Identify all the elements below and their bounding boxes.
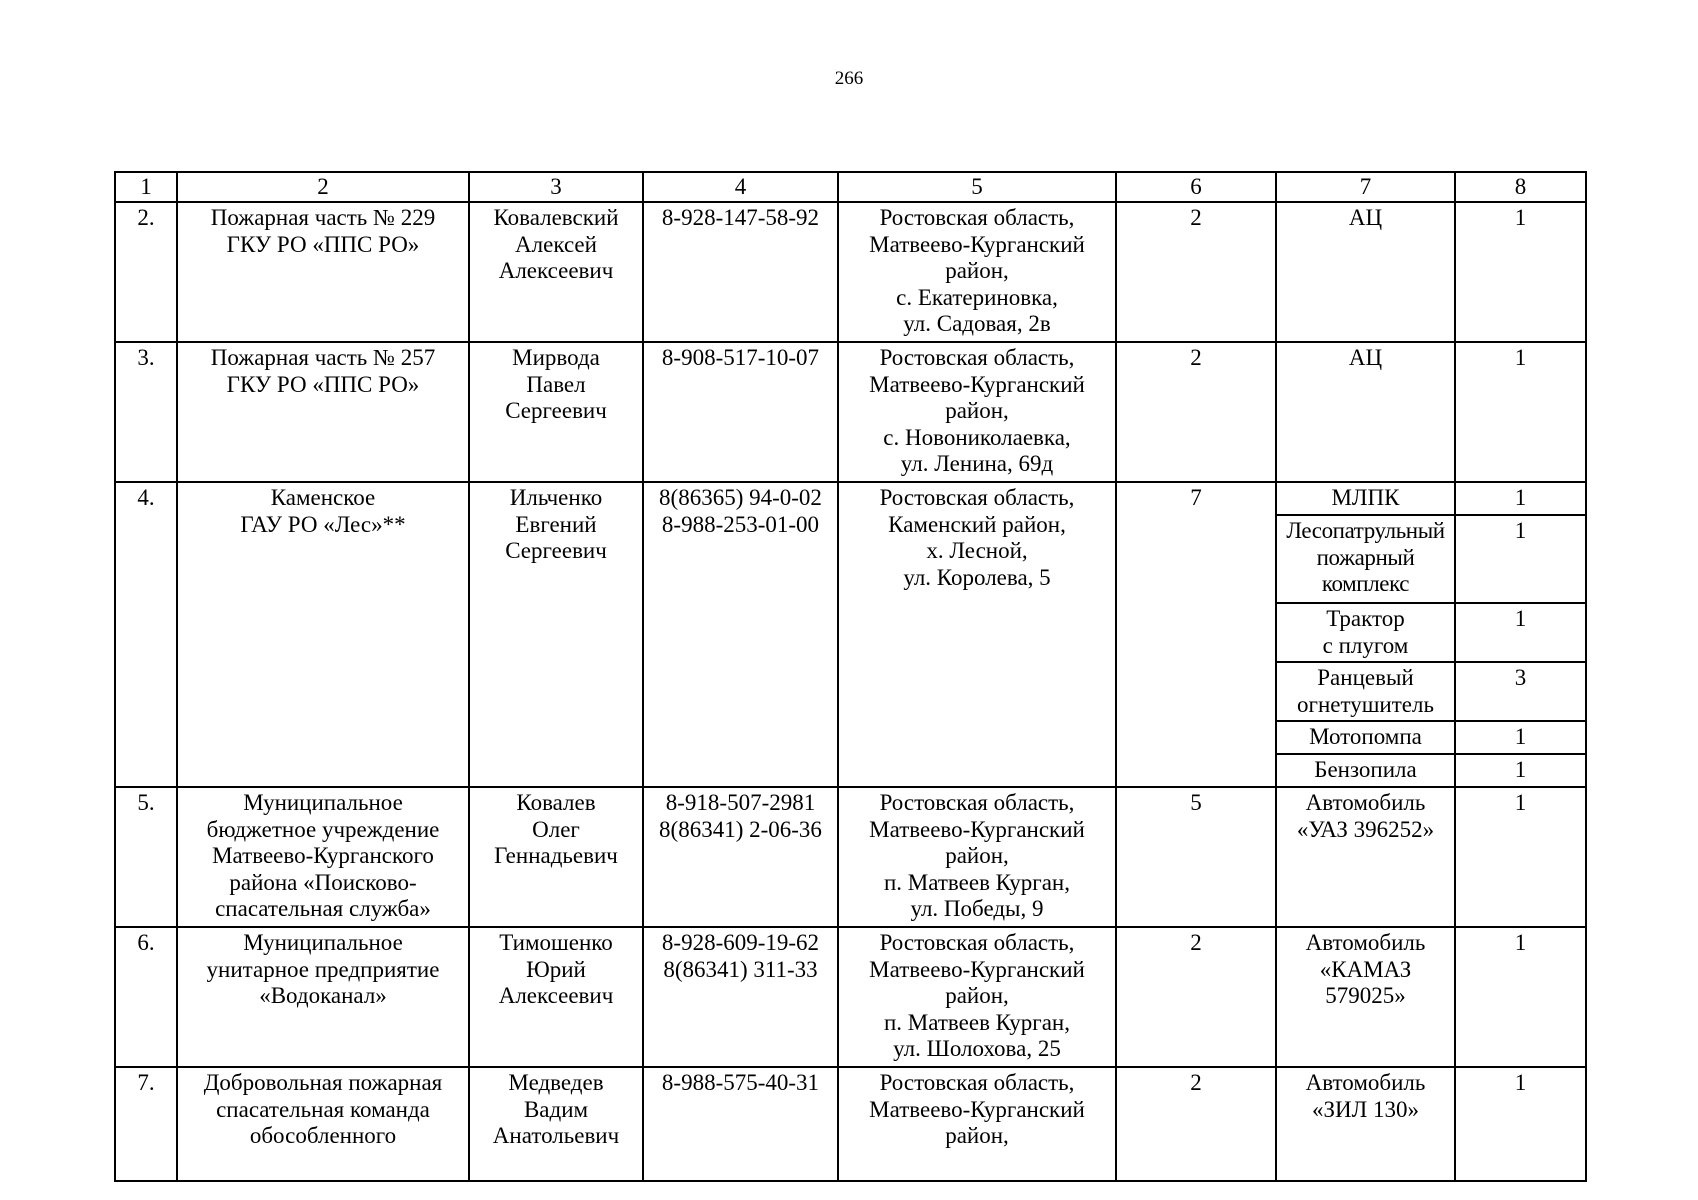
quantity-cell: 1 — [1455, 342, 1586, 482]
equipment-cell: Автомобиль «УАЗ 396252» — [1276, 787, 1455, 927]
row-number: 5. — [115, 787, 177, 927]
column-header: 8 — [1455, 172, 1586, 202]
address-cell: Ростовская область, Матвеево-Курганский район, — [838, 1067, 1116, 1181]
phone-cell: 8-928-147-58-92 — [643, 202, 838, 342]
organization-cell: Добровольная пожарная спасательная команда обособленного — [177, 1067, 469, 1181]
equipment-cell: МЛПК — [1276, 482, 1455, 515]
organization-cell: Каменское ГАУ РО «Лес»** — [177, 482, 469, 787]
equipment-cell: Автомобиль «КАМАЗ 579025» — [1276, 927, 1455, 1067]
phone-cell: 8-918-507-2981 8(86341) 2-06-36 — [643, 787, 838, 927]
address-cell: Ростовская область, Матвеево-Курганский район, с. Новониколаевка, ул. Ленина, 69д — [838, 342, 1116, 482]
column-header: 5 — [838, 172, 1116, 202]
quantity-cell: 1 — [1455, 721, 1586, 754]
head-person-cell: Тимошенко Юрий Алексеевич — [469, 927, 643, 1067]
equipment-cell: Автомобиль «ЗИЛ 130» — [1276, 1067, 1455, 1181]
row-number: 7. — [115, 1067, 177, 1181]
head-person-cell: Мирвода Павел Сергеевич — [469, 342, 643, 482]
quantity-cell: 1 — [1455, 754, 1586, 787]
resources-table — [114, 171, 1587, 1182]
personnel-count-cell: 2 — [1116, 342, 1276, 482]
equipment-cell: АЦ — [1276, 342, 1455, 482]
phone-cell: 8-908-517-10-07 — [643, 342, 838, 482]
quantity-cell: 1 — [1455, 482, 1586, 515]
organization-cell: Пожарная часть № 257 ГКУ РО «ППС РО» — [177, 342, 469, 482]
column-header: 7 — [1276, 172, 1455, 202]
row-number: 3. — [115, 342, 177, 482]
table-row — [115, 1067, 1586, 1181]
row-number: 4. — [115, 482, 177, 787]
equipment-cell: Мотопомпа — [1276, 721, 1455, 754]
personnel-count-cell: 2 — [1116, 202, 1276, 342]
head-person-cell: Ковалев Олег Геннадьевич — [469, 787, 643, 927]
personnel-count-cell: 2 — [1116, 1067, 1276, 1181]
address-cell: Ростовская область, Матвеево-Курганский район, п. Матвеев Курган, ул. Шолохова, 25 — [838, 927, 1116, 1067]
quantity-cell: 1 — [1455, 202, 1586, 342]
equipment-cell: АЦ — [1276, 202, 1455, 342]
table-row — [115, 202, 1586, 342]
column-header: 2 — [177, 172, 469, 202]
organization-cell: Пожарная часть № 229 ГКУ РО «ППС РО» — [177, 202, 469, 342]
quantity-cell: 1 — [1455, 1067, 1586, 1181]
column-header: 3 — [469, 172, 643, 202]
personnel-count-cell: 5 — [1116, 787, 1276, 927]
column-header: 4 — [643, 172, 838, 202]
head-person-cell: Ильченко Евгений Сергеевич — [469, 482, 643, 787]
head-person-cell: Ковалевский Алексей Алексеевич — [469, 202, 643, 342]
table-row — [115, 342, 1586, 482]
phone-cell: 8-928-609-19-62 8(86341) 311-33 — [643, 927, 838, 1067]
quantity-cell: 1 — [1455, 787, 1586, 927]
personnel-count-cell: 7 — [1116, 482, 1276, 787]
quantity-cell: 3 — [1455, 662, 1586, 721]
equipment-cell: Трактор с плугом — [1276, 603, 1455, 662]
quantity-cell: 1 — [1455, 927, 1586, 1067]
table-row — [115, 787, 1586, 927]
address-cell: Ростовская область, Матвеево-Курганский район, п. Матвеев Курган, ул. Победы, 9 — [838, 787, 1116, 927]
personnel-count-cell: 2 — [1116, 927, 1276, 1067]
column-header: 1 — [115, 172, 177, 202]
address-cell: Ростовская область, Матвеево-Курганский район, с. Екатериновка, ул. Садовая, 2в — [838, 202, 1116, 342]
equipment-cell: Бензопила — [1276, 754, 1455, 787]
quantity-cell: 1 — [1455, 515, 1586, 603]
phone-cell: 8(86365) 94-0-02 8-988-253-01-00 — [643, 482, 838, 787]
equipment-cell: Ранцевый огнетушитель — [1276, 662, 1455, 721]
organization-cell: Муниципальное унитарное предприятие «Водоканал» — [177, 927, 469, 1067]
row-number: 6. — [115, 927, 177, 1067]
address-cell: Ростовская область, Каменский район, х. Лесной, ул. Королева, 5 — [838, 482, 1116, 787]
organization-cell: Муниципальное бюджетное учреждение Матвеево-Курганского района «Поисково- спасательная служба» — [177, 787, 469, 927]
equipment-cell: Лесопатрульный пожарный комплекс — [1276, 515, 1455, 603]
row-number: 2. — [115, 202, 177, 342]
phone-cell: 8-988-575-40-31 — [643, 1067, 838, 1181]
table-header-row — [115, 172, 1586, 202]
quantity-cell: 1 — [1455, 603, 1586, 662]
table-row — [115, 927, 1586, 1067]
column-header: 6 — [1116, 172, 1276, 202]
head-person-cell: Медведев Вадим Анатольевич — [469, 1067, 643, 1181]
page-number: 266 — [834, 68, 864, 89]
table-row — [115, 482, 1586, 515]
